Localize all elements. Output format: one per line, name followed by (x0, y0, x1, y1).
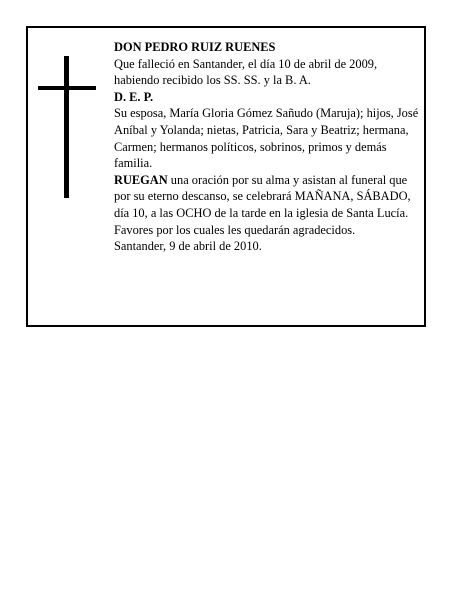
death-details: Que falleció en Santander, el día 10 de abril de 2009, habiendo recibido los SS. SS. y la B. A. (114, 56, 378, 88)
cross-vertical-bar (64, 56, 69, 198)
ruegan-word: RUEGAN (114, 172, 168, 187)
rest-in-peace: D. E. P. (114, 89, 154, 104)
funeral-request (114, 172, 419, 238)
obituary-notice (26, 26, 426, 327)
ruegan-text: una oración por su alma y asistan al funeral que por su eterno descanso, se celebrará MAÑANA, SÁBADO, día 10, a las OCHO de la tarde en la iglesia de Santa Lucía. Favores por los cuales les quedarán agradecidos. (114, 172, 411, 237)
place-date: Santander, 9 de abril de 2010. (114, 239, 262, 254)
family-list: Su esposa, María Gloria Gómez Sañudo (Maruja); hijos, José Aníbal y Yolanda; nietas, Patricia, Sara y Beatriz; hermana, Carmen; hermanos políticos, sobrinos, primos y demás familia. (114, 106, 419, 171)
cross-icon (38, 56, 98, 198)
deceased-name: DON PEDRO RUIZ RUENES (114, 40, 276, 54)
cross-horizontal-bar (38, 86, 96, 90)
notice-text (114, 39, 419, 255)
